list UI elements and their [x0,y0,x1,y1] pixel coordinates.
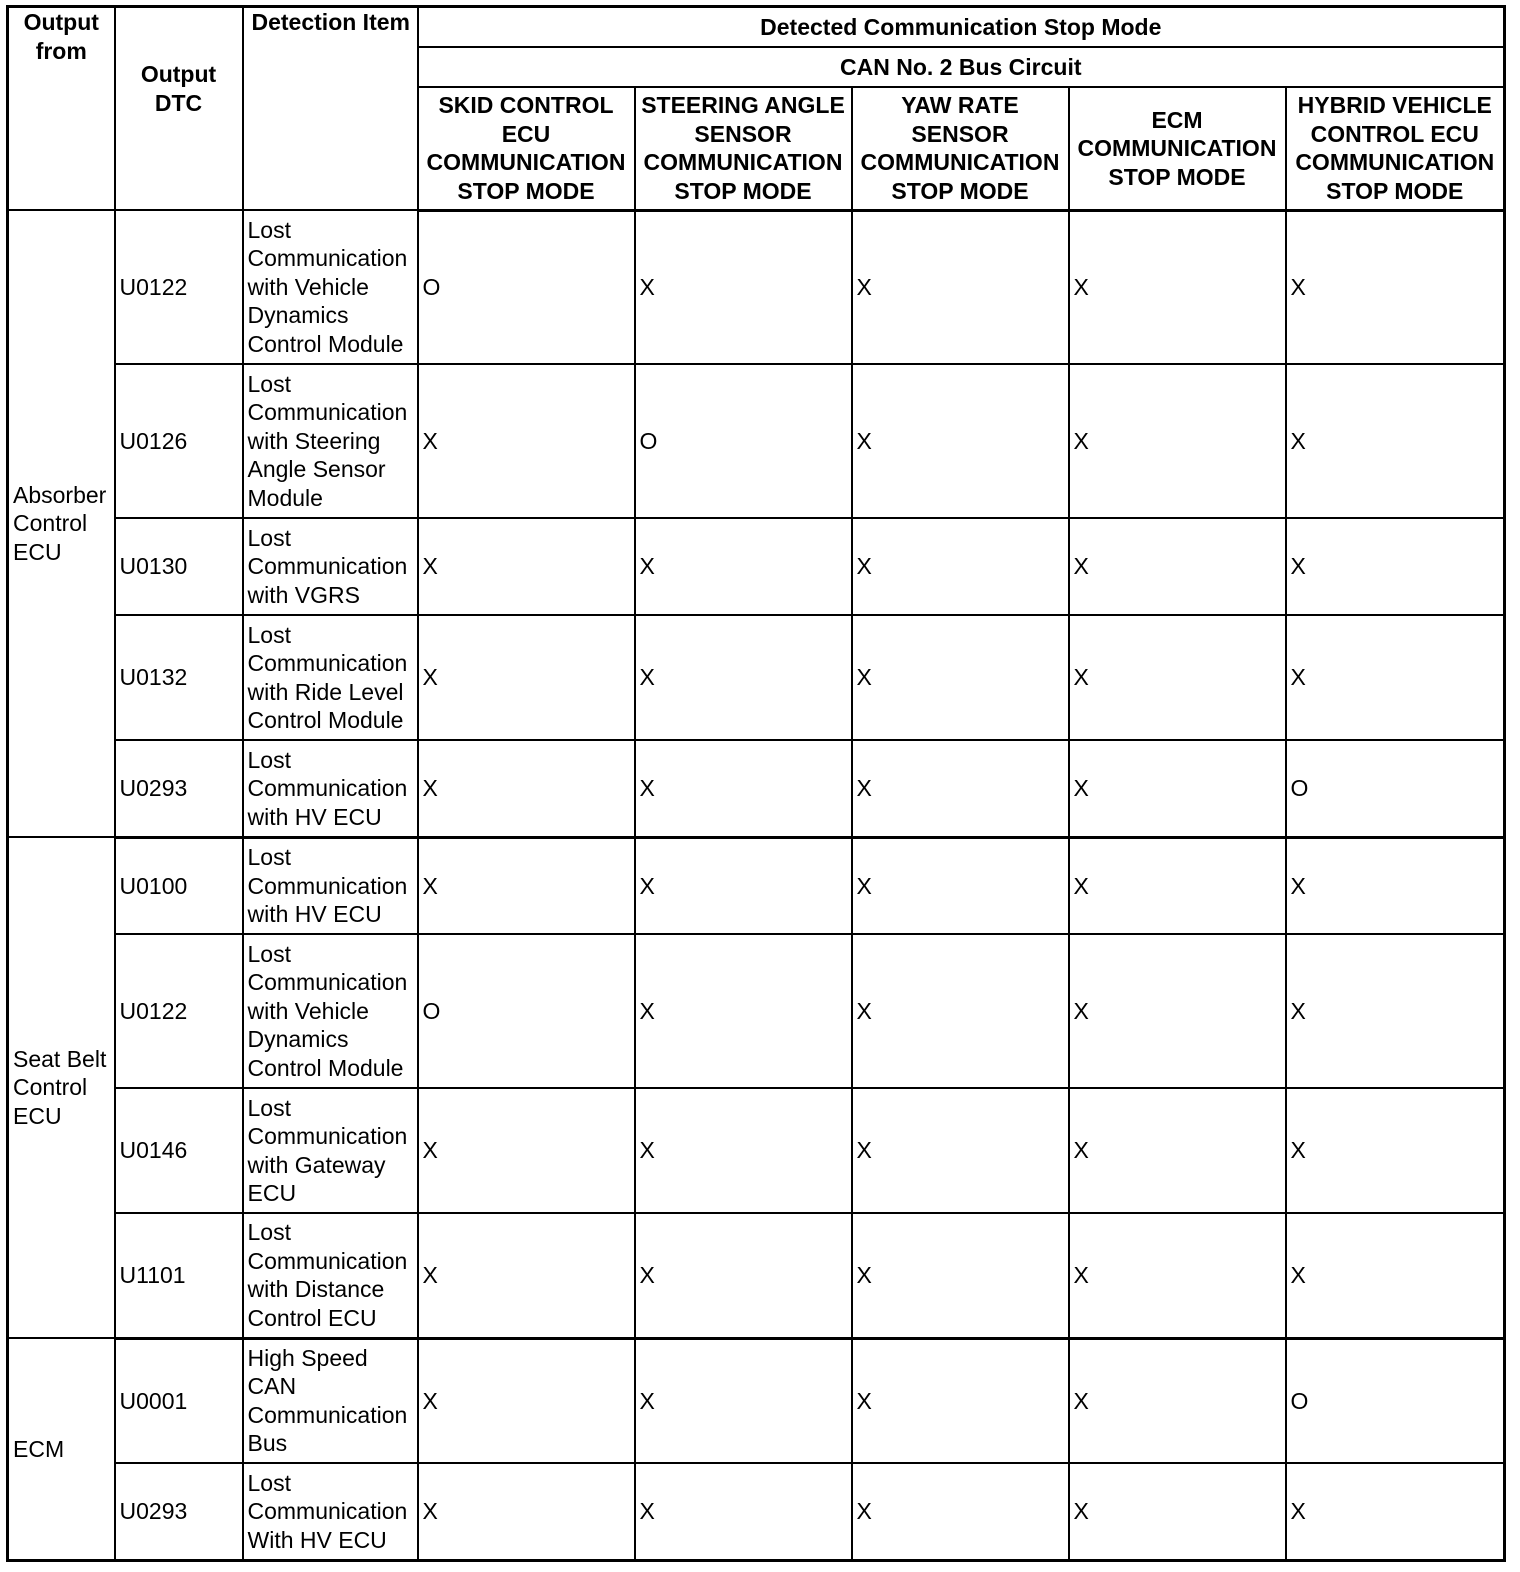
dtc-code: U0001 [115,1338,243,1463]
dtc-code: U0122 [115,934,243,1088]
header-mode-hybrid: HYBRID VEHICLE CONTROL ECU COMMUNICATION STOP MODE [1286,87,1505,210]
mode-mark: X [1286,615,1505,740]
mode-mark: X [1069,1463,1286,1560]
mode-mark: X [418,364,635,518]
detection-item: Lost Communication with Vehicle Dynamics Control Module [243,210,418,364]
mode-mark: X [1069,1213,1286,1338]
detection-item: Lost Communication with Vehicle Dynamics Control Module [243,934,418,1088]
mode-mark: X [635,518,852,615]
mode-mark: X [635,740,852,837]
detection-item: Lost Communication With HV ECU [243,1463,418,1560]
mode-mark: X [852,518,1069,615]
detection-item: Lost Communication with HV ECU [243,740,418,837]
mode-mark: X [1069,518,1286,615]
mode-mark: X [1286,1088,1505,1213]
mode-mark: X [1286,1213,1505,1338]
header-mode-steering: STEERING ANGLE SENSOR COMMUNICATION STOP MODE [635,87,852,210]
mode-mark: X [418,837,635,934]
mode-mark: X [1069,837,1286,934]
mode-mark: X [635,615,852,740]
mode-mark: X [635,1338,852,1463]
mode-mark: X [852,1088,1069,1213]
detection-item: Lost Communication with Distance Control ECU [243,1213,418,1338]
dtc-code: U0293 [115,1463,243,1560]
mode-mark: X [635,210,852,364]
mode-mark: O [1286,1338,1505,1463]
group-name: ECM [8,1338,115,1560]
mode-mark: X [1286,1463,1505,1560]
mode-mark: X [1069,1088,1286,1213]
dtc-code: U0126 [115,364,243,518]
detection-item: Lost Communication with VGRS [243,518,418,615]
mode-mark: X [852,364,1069,518]
mode-mark: X [1069,934,1286,1088]
mode-mark: X [635,934,852,1088]
mode-mark: X [635,1088,852,1213]
mode-mark: X [1069,740,1286,837]
header-mode-skid: SKID CONTROL ECU COMMUNICATION STOP MODE [418,87,635,210]
detection-item: Lost Communication with Gateway ECU [243,1088,418,1213]
mode-mark: X [418,1088,635,1213]
dtc-code: U1101 [115,1213,243,1338]
mode-mark: X [1286,934,1505,1088]
detection-item: Lost Communication with Steering Angle Sensor Module [243,364,418,518]
mode-mark: X [852,615,1069,740]
mode-mark: X [852,837,1069,934]
dtc-code: U0130 [115,518,243,615]
group-name: Seat Belt Control ECU [8,837,115,1338]
dtc-code: U0146 [115,1088,243,1213]
mode-mark: X [852,1338,1069,1463]
mode-mark: X [418,1213,635,1338]
mode-mark: X [1286,210,1505,364]
mode-mark: X [418,615,635,740]
dtc-code: U0293 [115,740,243,837]
mode-mark: X [1069,210,1286,364]
header-mode-yaw: YAW RATE SENSOR COMMUNICATION STOP MODE [852,87,1069,210]
header-bus-circuit: CAN No. 2 Bus Circuit [418,47,1505,87]
mode-mark: X [635,1213,852,1338]
mode-mark: X [1286,364,1505,518]
mode-mark: X [852,934,1069,1088]
detection-item: Lost Communication with Ride Level Control Module [243,615,418,740]
mode-mark: O [418,934,635,1088]
mode-mark: X [852,1213,1069,1338]
header-detection-item: Detection Item [243,7,418,211]
header-detected-mode: Detected Communication Stop Mode [418,7,1505,47]
dtc-code: U0132 [115,615,243,740]
mode-mark: X [418,1463,635,1560]
mode-mark: X [418,1338,635,1463]
mode-mark: O [418,210,635,364]
group-name: Absorber Control ECU [8,210,115,837]
header-output-from: Output from [8,7,115,211]
dtc-code: U0122 [115,210,243,364]
mode-mark: O [1286,740,1505,837]
dtc-code: U0100 [115,837,243,934]
mode-mark: X [1069,364,1286,518]
mode-mark: X [1069,615,1286,740]
dtc-table [6,5,1506,1562]
mode-mark: X [418,740,635,837]
header-output-dtc: Output DTC [115,7,243,211]
mode-mark: X [852,1463,1069,1560]
mode-mark: X [635,837,852,934]
mode-mark: X [1286,518,1505,615]
mode-mark: X [1069,1338,1286,1463]
detection-item: High Speed CAN Communication Bus [243,1338,418,1463]
mode-mark: X [852,740,1069,837]
detection-item: Lost Communication with HV ECU [243,837,418,934]
mode-mark: X [1286,837,1505,934]
mode-mark: O [635,364,852,518]
mode-mark: X [418,518,635,615]
mode-mark: X [635,1463,852,1560]
mode-mark: X [852,210,1069,364]
header-mode-ecm: ECM COMMUNICATION STOP MODE [1069,87,1286,210]
